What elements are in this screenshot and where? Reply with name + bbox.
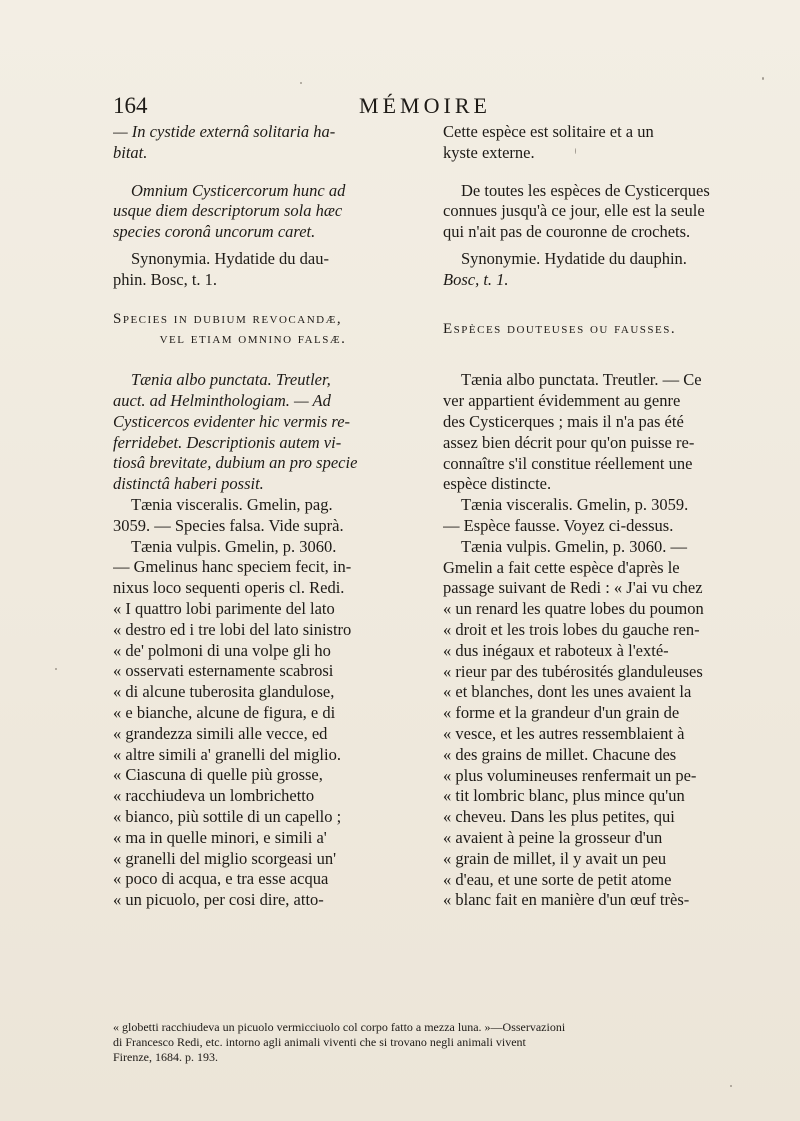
- latin-redi-quote: [113, 599, 413, 911]
- latin-omnium-paragraph: [113, 180, 413, 243]
- text-line: De toutes les espèces de Cysticerques: [461, 180, 710, 200]
- paper-speck: [575, 148, 576, 154]
- paper-speck: [300, 82, 302, 84]
- latin-column: [113, 122, 413, 911]
- text-line: Tænia vulpis. Gmelin, p. 3060.: [131, 536, 337, 556]
- french-redi-quote: [443, 599, 766, 911]
- quote-line: « avaient à peine la grosseur d'un: [443, 827, 663, 847]
- text-line: bitat.: [113, 142, 148, 162]
- text-line: Omnium Cysticercorum hunc ad: [131, 180, 346, 200]
- quote-line: « cheveu. Dans les plus petites, qui: [443, 807, 675, 827]
- french-synonymie: [443, 248, 766, 291]
- quote-line: « un renard les quatre lobes du poumon: [443, 599, 704, 619]
- quote-line: « blanc fait en manière d'un œuf très-: [443, 890, 690, 910]
- quote-line: « tit lombric blanc, plus mince qu'un: [443, 786, 685, 806]
- latin-taenia-vulpis: [113, 536, 413, 599]
- text-line: — Gmelinus hanc speciem fecit, in-: [113, 557, 352, 577]
- quote-line: « des grains de millet. Chacune des: [443, 744, 677, 764]
- quote-line: « vesce, et les autres ressemblaient à: [443, 723, 685, 743]
- quote-line: « forme et la grandeur d'un grain de: [443, 703, 680, 723]
- heading-line: Espèces douteuses ou fausses.: [443, 320, 677, 337]
- text-line: Synonymie. Hydatide du dauphin.: [461, 248, 687, 268]
- latin-synonymia: [113, 248, 413, 291]
- page-header: [0, 93, 800, 123]
- quote-line: « ma in quelle minori, e simili a': [113, 827, 327, 847]
- text-line: passage suivant de Redi : « J'ai vu chez: [443, 578, 703, 598]
- page-number: 164: [113, 93, 148, 118]
- text-line: espèce distincte.: [443, 474, 552, 494]
- text-line: ver appartient évidemment au genre: [443, 391, 681, 411]
- quote-line: « e bianche, alcune de figura, e di: [113, 702, 336, 722]
- footnote-line: Firenze, 1684. p. 193.: [113, 1050, 218, 1064]
- text-line: ferridebet. Descriptionis autem vi-: [113, 432, 342, 452]
- quote-line: « granelli del miglio scorgeasi un': [113, 848, 337, 868]
- french-taenia-visceralis: [443, 495, 766, 537]
- text-line: Tænia albo punctata. Treutler. — Ce: [461, 370, 702, 390]
- quote-line: « Ciascuna di quelle più grosse,: [113, 765, 323, 785]
- quote-line: « di alcune tuberosita glandulose,: [113, 682, 335, 702]
- text-line: qui n'ait pas de couronne de crochets.: [443, 222, 691, 242]
- quote-line: « droit et les trois lobes du gauche ren-: [443, 619, 700, 639]
- french-intro: [443, 122, 766, 164]
- quote-line: « altre simili a' granelli del miglio.: [113, 744, 341, 764]
- quote-line: « poco di acqua, e tra esse acqua: [113, 869, 329, 889]
- quote-line: « un picuolo, per cosi dire, atto-: [113, 890, 324, 910]
- quote-line: « I quattro lobi parimente del lato: [113, 598, 335, 618]
- paper-speck: [55, 668, 57, 670]
- text-line: Tænia visceralis. Gmelin, pag.: [131, 494, 333, 514]
- french-section-heading: [443, 319, 766, 340]
- text-line: nixus loco sequenti operis cl. Redi.: [113, 578, 345, 598]
- footnote-line: di Francesco Redi, etc. intorno agli animali viventi che si trovano negli animali vivent: [113, 1035, 526, 1049]
- text-line: connues jusqu'à ce jour, elle est la seule: [443, 201, 705, 221]
- heading-line: Species in dubium revocandæ,: [113, 310, 343, 327]
- text-line: 3059. — Species falsa. Vide suprà.: [113, 515, 344, 535]
- text-line: Bosc, t. 1.: [443, 269, 509, 289]
- text-line: phin. Bosc, t. 1.: [113, 269, 218, 289]
- text-line: usque diem descriptorum sola hæc: [113, 201, 343, 221]
- latin-taenia-visceralis: [113, 494, 413, 537]
- running-title: MÉMOIRE: [359, 93, 491, 118]
- french-taenia-vulpis: [443, 536, 766, 599]
- text-line: Tænia albo punctata. Treutler,: [131, 370, 331, 390]
- footnote-line: « globetti racchiudeva un picuolo vermicciuolo col corpo fatto a mezza luna. »—Osservazioni: [113, 1020, 566, 1034]
- text-line: kyste externe.: [443, 142, 535, 162]
- text-line: connaître s'il constitue réellement une: [443, 453, 693, 473]
- text-line: Gmelin a fait cette espèce d'après le: [443, 557, 680, 577]
- text-line: Synonymia. Hydatide du dau-: [131, 248, 329, 268]
- quote-line: « rieur par des tubérosités glanduleuses: [443, 661, 703, 681]
- quote-line: « destro ed i tre lobi del lato sinistro: [113, 619, 352, 639]
- quote-line: « racchiudeva un lombrichetto: [113, 786, 315, 806]
- latin-intro: [113, 122, 413, 164]
- text-line: tiosâ brevitate, dubium an pro specie: [113, 453, 358, 473]
- french-taenia-albo-punctata: [443, 370, 766, 495]
- french-column: [443, 122, 766, 911]
- quote-line: « grandezza simili alle vecce, ed: [113, 723, 328, 743]
- text-line: Tænia visceralis. Gmelin, p. 3059.: [461, 495, 689, 515]
- text-line: Tænia vulpis. Gmelin, p. 3060. —: [461, 536, 687, 556]
- heading-line: vel etiam omnino falsæ.: [159, 331, 347, 348]
- text-line: — In cystide externâ solitaria ha-: [113, 122, 336, 141]
- footnote: [113, 1020, 768, 1065]
- text-line: des Cysticerques ; mais il n'a pas été: [443, 411, 684, 431]
- text-line: species coronâ uncorum caret.: [113, 222, 316, 242]
- latin-section-heading: [113, 309, 413, 351]
- text-line: Cette espèce est solitaire et a un: [443, 122, 654, 141]
- text-line: auct. ad Helminthologiam. — Ad: [113, 390, 331, 410]
- latin-taenia-albo-punctata: [113, 370, 413, 495]
- quote-line: « dus inégaux et raboteux à l'exté-: [443, 640, 669, 660]
- quote-line: « bianco, più sottile di un capello ;: [113, 806, 342, 826]
- text-line: — Espèce fausse. Voyez ci-dessus.: [443, 515, 674, 535]
- quote-line: « plus volumineuses renfermait un pe-: [443, 765, 697, 785]
- quote-line: « d'eau, et une sorte de petit atome: [443, 869, 672, 889]
- quote-line: « grain de millet, il y avait un peu: [443, 848, 667, 868]
- text-line: distinctâ haberi possit.: [113, 474, 264, 494]
- french-toutes-paragraph: [443, 180, 766, 243]
- quote-line: « de' polmoni di una volpe gli ho: [113, 640, 331, 660]
- text-line: Cysticercos evidenter hic vermis re-: [113, 411, 351, 431]
- quote-line: « osservati esternamente scabrosi: [113, 661, 334, 681]
- quote-line: « et blanches, dont les unes avaient la: [443, 682, 692, 702]
- paper-speck: [730, 1085, 732, 1087]
- text-line: assez bien décrit pour qu'on puisse re-: [443, 432, 695, 452]
- paper-speck: [762, 77, 764, 80]
